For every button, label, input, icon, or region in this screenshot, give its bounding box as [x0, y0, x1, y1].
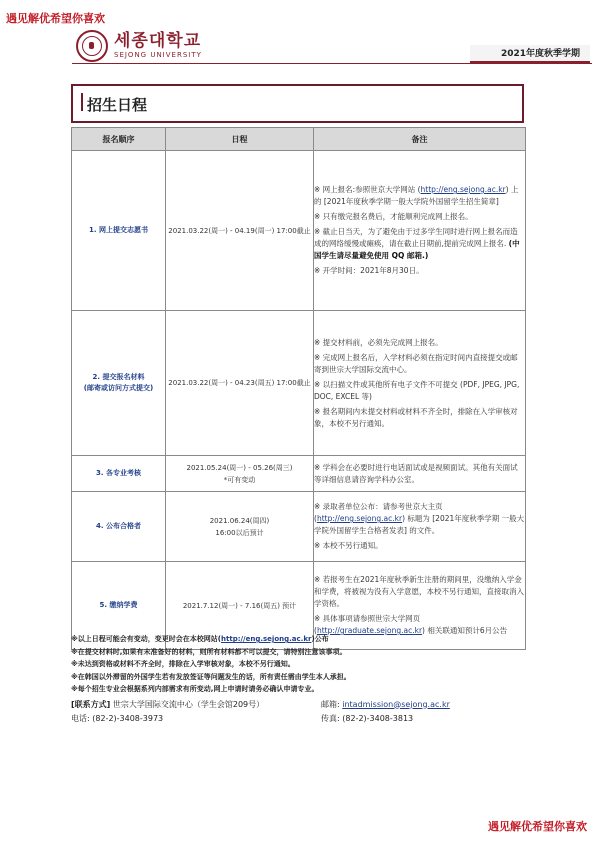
fax-group	[321, 712, 413, 726]
footnote-text: ※以上日程可能会有变动，变更时会在本校网站(	[71, 635, 222, 643]
note-item: ※ 完成网上报名后，入学材料必须在指定时间内直接提交或邮寄到世宗大学国际交流中心。	[314, 352, 518, 374]
fax-value: (82-2)-3408-3813	[342, 713, 414, 723]
page-header	[0, 0, 595, 70]
footnote: ※未达到资格或材料不齐全时，排除在入学审核对象，本校不另行通知。	[71, 660, 295, 668]
footnote: ※每个招生专业会根据系列内部需求有所变动,网上申请时请务必确认申请专业。	[71, 685, 319, 693]
notes-cell	[314, 151, 526, 311]
logo-korean-name: 세종대학교	[114, 31, 202, 51]
header-date: 日程	[166, 128, 314, 151]
table-row	[72, 492, 526, 562]
date-text: 2021.05.24(周一) - 05.26(周三)	[186, 463, 293, 472]
table-row	[72, 311, 526, 456]
header-notes: 备注	[314, 128, 526, 151]
date-subtext: 16:00以后预计	[215, 528, 264, 537]
note-text: ※ 具体事项请参照世宗大学网页 (	[314, 614, 421, 635]
top-corner-banner: 遇见解优希望你喜欢	[6, 12, 105, 25]
footnotes-section	[71, 633, 531, 726]
stage-cell	[72, 492, 166, 562]
logo-text	[114, 32, 202, 60]
contact-line-1	[71, 698, 531, 712]
note-text: ※ 截止日当天，为了避免由于过多学生同时进行网上报名而造成的网络缓慢或瘫痪，请在截止日期前,提前完成网上报名.	[314, 227, 518, 248]
phone-label: 电话:	[71, 713, 90, 723]
notes-cell	[314, 311, 526, 456]
date-subtext: *可有变动	[223, 475, 256, 484]
date-cell	[166, 492, 314, 562]
contact-block	[71, 698, 531, 726]
note-item	[314, 501, 525, 537]
note-item: ※ 若报考生在2021年度秋季新生注册的期间里，没缴纳入学金和学费，将被视为没有入学意愿，本校不另行通知，直接取消入学资格。	[314, 575, 524, 608]
note-item: ※ 本校不另行通知。	[314, 541, 383, 550]
stage-label: 1. 网上提交志愿书	[89, 226, 148, 234]
university-seal-icon	[76, 30, 108, 62]
email-group	[321, 698, 450, 712]
website-link[interactable]: http://eng.sejong.ac.kr	[221, 635, 312, 643]
date-cell	[166, 151, 314, 311]
contact-line-2	[71, 712, 531, 726]
email-label: 邮箱:	[321, 699, 340, 709]
note-text: ※ 录取者单位公布：请参考世京大主页 (	[314, 502, 443, 523]
contact-office: 世宗大学国际交流中心（学生会馆209号）	[112, 699, 265, 709]
note-text: ) 标题为 [2021年度秋季学期 一般大学院外国留学生合格者发表] 的文件。	[314, 514, 525, 535]
table-header-row	[72, 128, 526, 151]
note-item: ※ 报名期间内未提交材料或材料不齐全时，排除在入学审核对象，本校不另行通知。	[314, 406, 518, 428]
fax-label: 传真:	[321, 713, 340, 723]
note-item: ※ 以扫描文件或其他所有电子文件不可提交 (PDF, JPEG, JPG, DOC, EXCEL 等)	[314, 379, 520, 401]
title-marker	[81, 93, 83, 111]
section-title-box	[71, 84, 524, 123]
date-text: 2021.03.22(周一) - 04.19(周一) 17:00截止	[168, 226, 311, 235]
header-divider	[72, 63, 592, 64]
note-item	[314, 226, 525, 262]
date-text: 2021.03.22(周一) - 04.23(周五) 17:00截止	[168, 379, 311, 387]
stage-sublabel: (邮寄或访问方式提交)	[83, 384, 154, 392]
note-item: ※ 学科会在必要时进行电话面试或是视频面试。其他有关面试等详细信息请咨询学科办公室。	[314, 462, 518, 484]
note-item: ※ 开学时间：2021年8月30日。	[314, 266, 424, 275]
date-text: 2021.7.12(周一) - 7.16(周五) 预计	[182, 601, 297, 610]
stage-cell	[72, 456, 166, 492]
email-link[interactable]: intadmission@sejong.ac.kr	[342, 699, 450, 709]
website-link[interactable]: http://eng.sejong.ac.kr	[316, 514, 403, 523]
stage-cell	[72, 311, 166, 456]
term-label: 2021年度秋季学期	[470, 45, 590, 63]
website-link[interactable]: http://graduate.sejong.ac.kr	[316, 626, 423, 635]
note-item: ※ 只有缴完报名费后，才能顺利完成网上报名。	[314, 212, 473, 221]
note-item: ※ 网上报名:参照世京大学网站 (http://eng.sejong.ac.kr) 上的 [2021年度秋季学期一般大学院外国留学生招生简章]	[314, 185, 519, 206]
notes-cell	[314, 456, 526, 492]
header-stage: 报名顺序	[72, 128, 166, 151]
note-item: ※ 提交材料前，必须先完成网上报名。	[314, 337, 443, 347]
table-row	[72, 151, 526, 311]
date-cell	[166, 456, 314, 492]
stage-cell	[72, 151, 166, 311]
stage-label: 3. 各专业考核	[96, 469, 141, 477]
bottom-corner-banner: 遇见解优希望你喜欢	[488, 820, 587, 833]
date-text: 2021.06.24(周四)	[209, 516, 270, 525]
website-link[interactable]: http://eng.sejong.ac.kr	[420, 185, 506, 194]
date-cell	[166, 311, 314, 456]
footnote-text: )公布	[311, 635, 329, 643]
logo-english-name: SEJONG UNIVERSITY	[114, 51, 202, 59]
university-logo	[76, 30, 202, 62]
footnote: ※在提交材料时,如果有未准备好的材料，则所有材料都不可以提交，请特别注意该事项。	[71, 647, 347, 656]
table-row	[72, 456, 526, 492]
footnote	[71, 633, 531, 646]
note-bold-text: (中国学生请尽量避免使用 QQ 邮箱.)	[314, 239, 520, 260]
stage-label: 4. 公布合格者	[96, 522, 141, 530]
contact-label: [联系方式]	[71, 699, 111, 709]
phone-value: (82-2)-3408-3973	[92, 713, 164, 723]
section-title: 招生日程	[87, 96, 148, 114]
stage-label: 2. 提交报名材料	[92, 373, 145, 381]
note-text: ) 相关联通知预计6月公告	[422, 626, 508, 635]
schedule-table	[71, 127, 526, 650]
note-text: ※ 网上报名:参照世京大学网站	[314, 185, 416, 194]
stage-label: 5. 缴纳学费	[99, 601, 138, 609]
notes-cell	[314, 492, 526, 562]
footnote: ※在韩国以外滞留的外国学生若有发放签证等问题发生的话，所有责任需由学生本人承担。	[71, 672, 351, 681]
note-text: 上的 [2021年度秋季学期一般大学院外国留学生招生简章]	[314, 185, 519, 206]
